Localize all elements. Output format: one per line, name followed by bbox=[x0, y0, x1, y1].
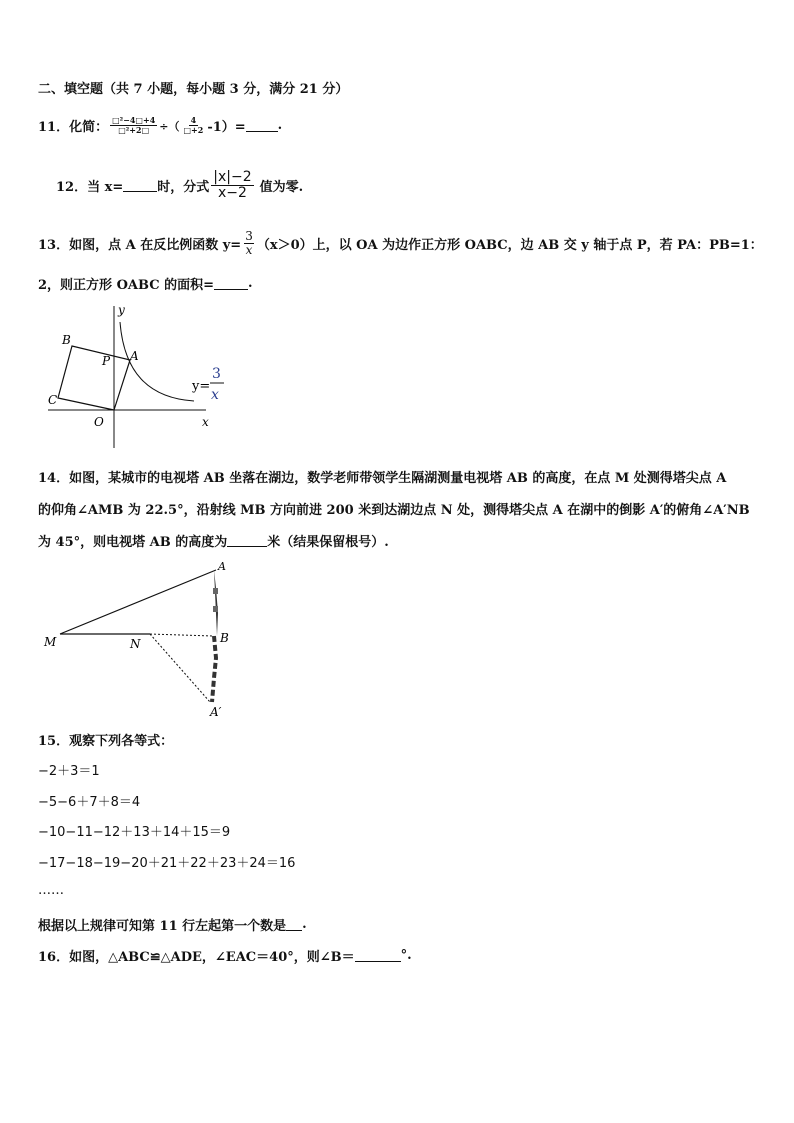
q14-label-b: B bbox=[220, 631, 229, 645]
q11-operator: ÷（ bbox=[159, 119, 180, 133]
q14-line-nb bbox=[150, 634, 212, 636]
q13-square bbox=[58, 346, 130, 410]
q13-denominator: x bbox=[245, 243, 253, 258]
q12-label: 12．当 x= bbox=[56, 180, 124, 196]
question-11 bbox=[38, 116, 282, 135]
q13-function-denominator: x bbox=[211, 387, 219, 403]
q13-label-y: y bbox=[118, 303, 125, 317]
q13-label-p: P bbox=[102, 354, 111, 368]
q12-fraction bbox=[211, 170, 253, 202]
section-title: 二、填空题（共 7 小题，每小题 3 分，满分 21 分） bbox=[38, 82, 349, 97]
q13-label-b: B bbox=[62, 333, 71, 347]
question-12 bbox=[56, 170, 303, 202]
q12-answer-blank bbox=[123, 179, 157, 192]
q12-numerator: |x|−2 bbox=[213, 169, 252, 185]
q14-line-ma bbox=[60, 570, 216, 634]
q16-text-a: 16．如图，△ABC≌△ADE，∠EAC＝40°，则∠B＝ bbox=[38, 950, 355, 965]
q14-label-a: A bbox=[218, 560, 226, 573]
q14-tower-segment bbox=[213, 606, 218, 612]
question-15-label: 15．观察下列各等式： bbox=[38, 734, 174, 749]
q14-label-m: M bbox=[44, 635, 57, 649]
q11-frac2-numerator: 4 bbox=[190, 115, 197, 126]
q12-tail: 值为零. bbox=[259, 180, 304, 196]
q14-tower-segment bbox=[213, 588, 218, 594]
q14-line-na-prime bbox=[150, 634, 210, 702]
q11-label: 11．化简： bbox=[38, 120, 109, 135]
q15-question-text: 根据以上规律可知第 11 行左起第一个数是 bbox=[38, 919, 287, 934]
q16-answer-blank bbox=[355, 949, 401, 962]
q15-ellipsis: …… bbox=[38, 883, 64, 898]
q11-answer-blank bbox=[246, 119, 278, 132]
q13-function-numerator: 3 bbox=[212, 366, 221, 382]
question-16 bbox=[38, 946, 412, 965]
q11-fraction-1 bbox=[110, 116, 157, 135]
q13-fraction bbox=[243, 230, 255, 257]
q11-frac1-numerator: □²−4□+4 bbox=[112, 115, 156, 126]
q11-frac1-denominator: □²+2□ bbox=[118, 125, 150, 135]
q13-figure bbox=[38, 302, 238, 452]
q14-figure bbox=[38, 558, 248, 720]
question-15-question bbox=[38, 915, 307, 934]
q15-end: . bbox=[302, 917, 307, 932]
q15-equation-3: −10−11−12＋13＋14＋15＝9 bbox=[38, 825, 231, 840]
q13-answer-blank bbox=[214, 277, 248, 290]
question-13-line-2 bbox=[38, 274, 253, 293]
q14-answer-blank bbox=[227, 534, 267, 547]
q13-function-prefix: y= bbox=[192, 379, 211, 394]
question-14-line-3 bbox=[38, 531, 389, 550]
q11-end: . bbox=[277, 118, 283, 133]
q11-tail: -1）= bbox=[207, 120, 246, 135]
q13-label-c: C bbox=[48, 393, 58, 407]
q13-label-o: O bbox=[94, 415, 104, 429]
q13-text-b: （x＞0）上，以 OA 为边作正方形 OABC，边 AB 交 y 轴于点 P，若 PA：PB=1： bbox=[256, 238, 763, 254]
question-13-line-1 bbox=[38, 230, 763, 257]
q14-label-a-prime: A′ bbox=[210, 705, 222, 719]
question-14-line-1: 14．如图，某城市的电视塔 AB 坐落在湖边，数学老师带领学生隔湖测量电视塔 AB 的高度，在点 M 处测得塔尖点 A bbox=[38, 471, 727, 486]
q13-text-a: 13．如图，点 A 在反比例函数 y= bbox=[38, 238, 242, 254]
q12-mid: 时，分式 bbox=[157, 180, 210, 196]
q13-label-a: A bbox=[130, 349, 139, 363]
q13-end: . bbox=[247, 276, 253, 291]
q14-tower-reflection bbox=[212, 636, 216, 702]
q15-equation-4: −17−18−19−20＋21＋22＋23＋24＝16 bbox=[38, 856, 296, 871]
q13-numerator: 3 bbox=[245, 229, 253, 243]
q11-frac2-denominator: □+2 bbox=[183, 125, 204, 135]
q15-equation-2: −5−6＋7＋8＝4 bbox=[38, 795, 141, 810]
q13-label-x: x bbox=[202, 415, 209, 429]
q13-text-2: 2，则正方形 OABC 的面积= bbox=[38, 278, 214, 293]
question-14-line-2: 的仰角∠AMB 为 22.5°，沿射线 MB 方向前进 200 米到达湖边点 N 处，测得塔尖点 A 在湖中的倒影 A′的俯角∠A′NB bbox=[38, 503, 750, 518]
q15-answer-blank bbox=[286, 918, 302, 931]
q16-text-b: °. bbox=[400, 948, 412, 963]
q12-denominator: x−2 bbox=[217, 185, 247, 202]
q14-label-n: N bbox=[130, 637, 141, 651]
q14-tower bbox=[214, 570, 218, 636]
q15-equation-1: −2＋3＝1 bbox=[38, 764, 100, 779]
q14-text-a: 为 45°，则电视塔 AB 的高度为 bbox=[38, 535, 228, 550]
q11-fraction-2 bbox=[181, 116, 205, 135]
q14-text-b: 米（结果保留根号）. bbox=[267, 535, 389, 550]
